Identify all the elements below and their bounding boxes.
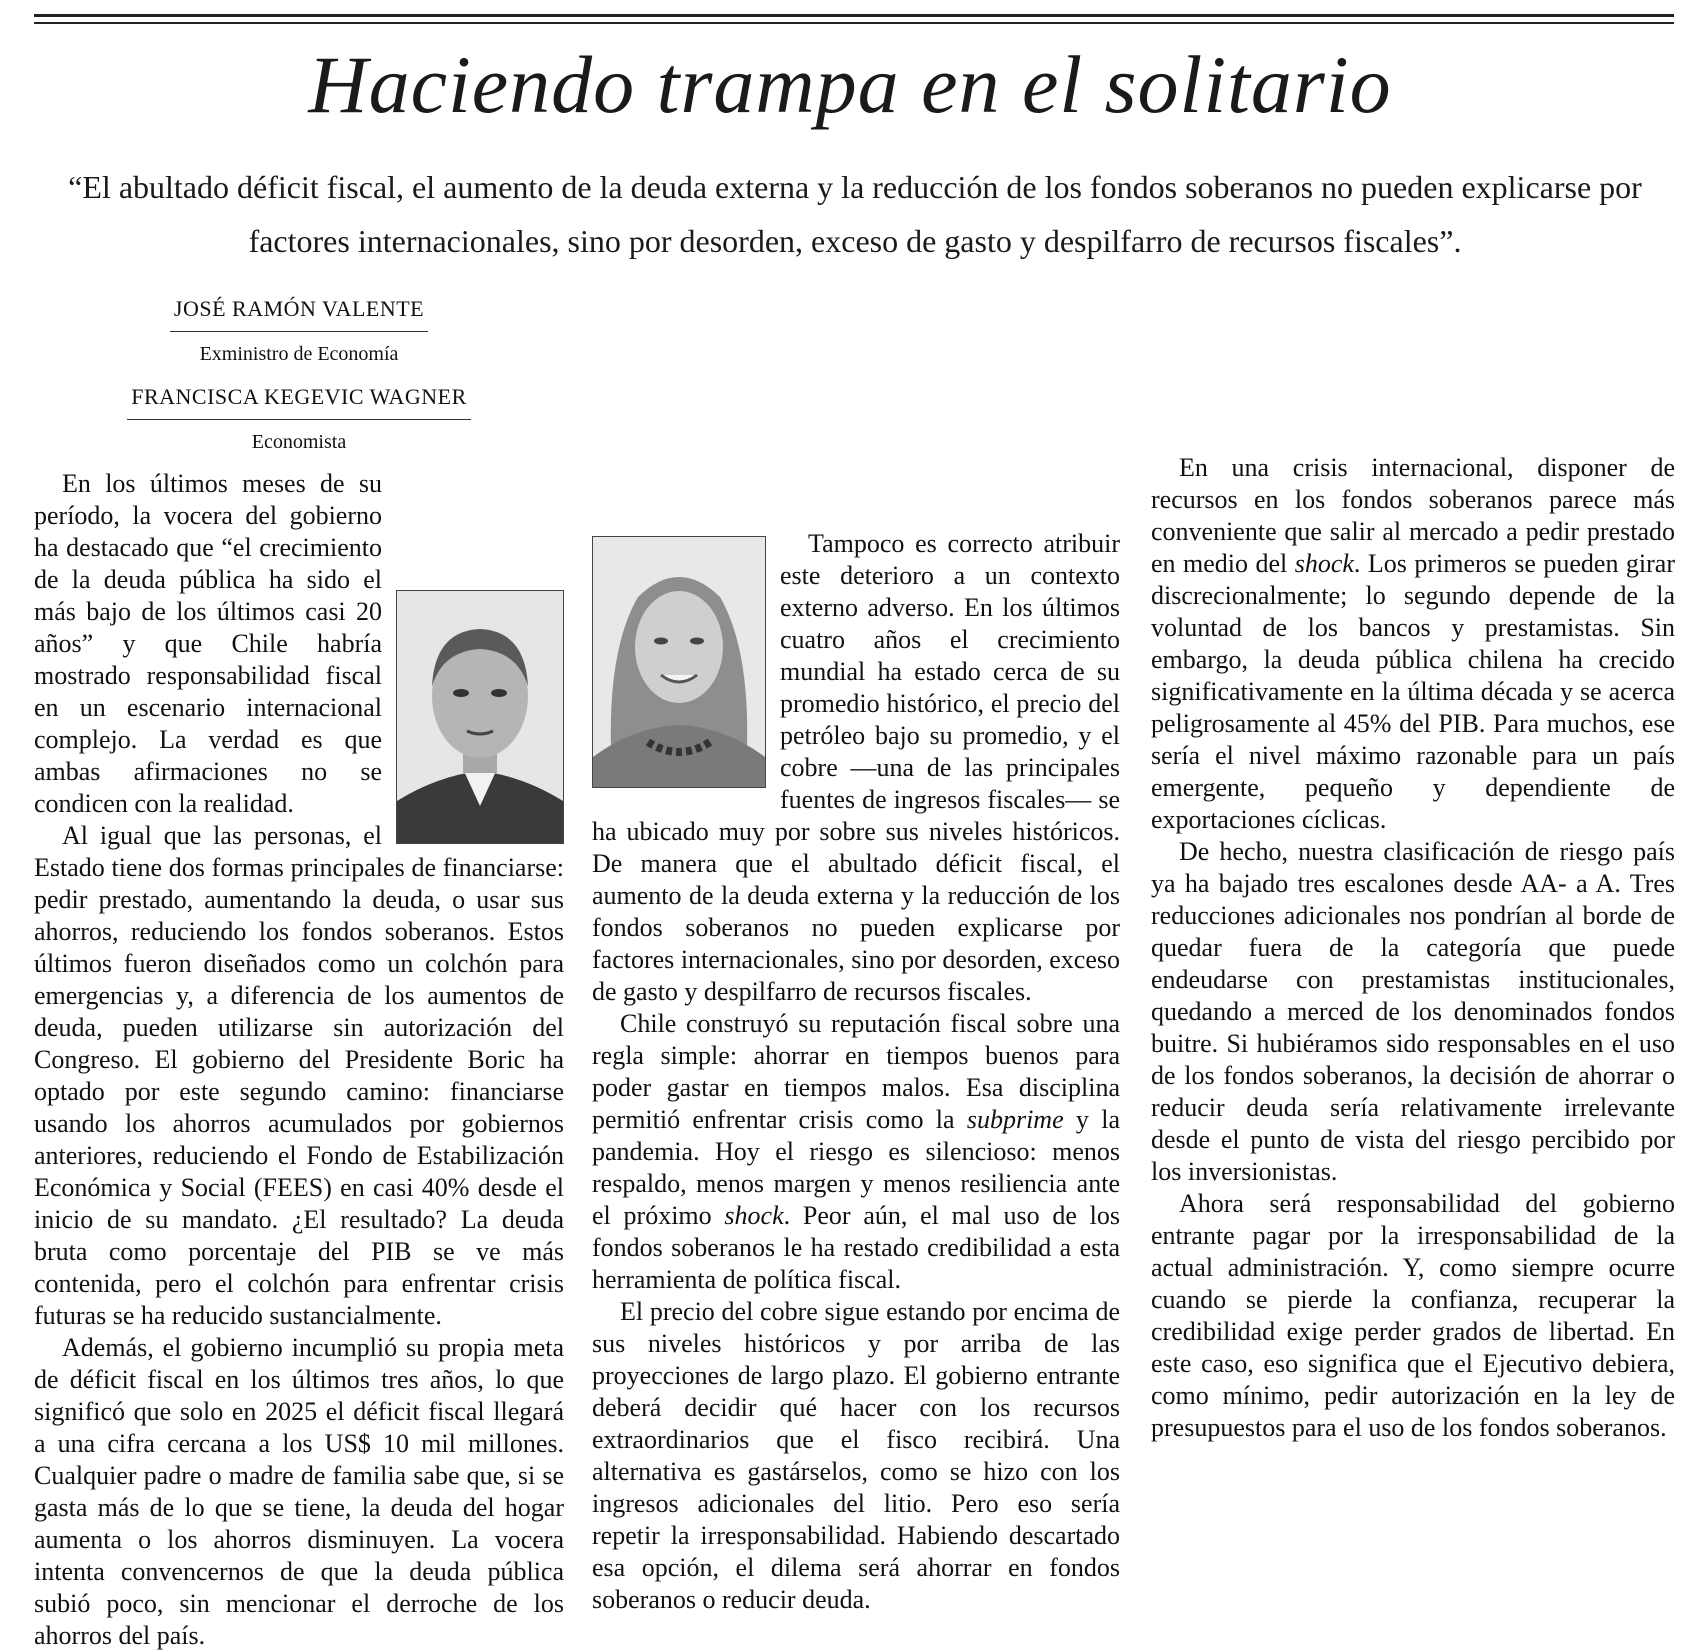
paragraph-5-subprime: subprime [966,1105,1064,1134]
paragraph-9: Ahora será responsabilidad del gobierno entrante pagar por la irresponsabilidad de la actual administración. Y, como siempre ocurre cuando se pierde la confianza, recuperar la credibilidad exige perder grados de libertad. En este caso, eso significa que el Ejecutivo debiera, como mínimo, pedir autorización en la ley de presupuestos para el uso de los fondos soberanos. [1151,1189,1675,1442]
author-role-2: Economista [251,431,347,453]
paragraph-1: En los últimos meses de su período, la vocera del gobierno ha destacado que “el crecimiento de la deuda pública ha sido el más bajo de los últimos casi 20 años” y que Chile habría mostrado responsabilidad fiscal en un escenario internacional complejo. La verdad es que ambas afirmaciones no se condicen con la realidad. [34,469,382,818]
byline-1 [34,292,564,458]
paragraph-5-part-a: Chile construyó su reputación fiscal sobre una regla simple: ahorrar en tiempos buenos para poder gastar en tiempos malos. Esa disciplina permitió enfrentar crisis como la [592,1009,1120,1134]
column-1 [34,292,564,1652]
author-name-1: JOSÉ RAMÓN VALENTE [170,293,428,332]
author-name-2: FRANCISCA KEGEVIC WAGNER [127,381,471,420]
paragraph-7-shock: shock [1294,549,1354,578]
author-photo-valente [396,590,564,844]
top-rule-second [34,22,1674,24]
paragraph-7-part-a: En una crisis internacional, disponer de recursos en los fondos soberanos parece más conveniente que salir al mercado a pedir prestado en medio del [1151,453,1675,578]
paragraph-5-part-c: . Peor aún, el mal uso de los fondos soberanos le ha restado credibilidad a esta herramienta de política fiscal. [592,1201,1120,1294]
paragraph-5 [592,1008,1120,1296]
column-2-overflow-spacer [592,292,1120,528]
column-3 [1151,292,1675,1444]
paragraph-5-part-b: y la pandemia. Hoy el riesgo es silencioso: menos respaldo, menos margen y menos resiliencia ante el próximo [592,1105,1120,1230]
paragraph-6: El precio del cobre sigue estando por encima de sus niveles históricos y por arriba de las proyecciones de largo plazo. El gobierno entrante deberá decidir qué hacer con los recursos extraordinarios que el fisco recibirá. Una alternativa es gastárselos, como se hizo con los ingresos adicionales del litio. Pero eso sería repetir la irresponsabilidad. Habiendo descartado esa opción, el dilema será ahorrar en fondos soberanos o reducir deuda. [592,1297,1120,1614]
headline: Haciendo trampa en el solitario [308,39,1392,130]
author-photo-kegevic [592,536,766,788]
author-role-1: Exministro de Economía [199,343,399,365]
paragraph-4: Tampoco es correcto atribuir este deterioro a un contexto externo adverso. En los últimos cuatro años el crecimiento mundial ha estado cerca de su promedio histórico, el precio del petróleo bajo su promedio, y el cobre —una de las principales fuentes de ingresos fiscales— se ha ubicado muy por sobre sus niveles históricos. De manera que el abultado déficit fiscal, el aumento de la deuda externa y la reducción de los fondos soberanos no pueden explicarse por factores internacionales, sino por desorden, exceso de gasto y despilfarro de recursos fiscales. [592,529,1120,1006]
paragraph-2: Al igual que las personas, el Estado tiene dos formas principales de financiarse: pedir prestado, aumentando la deuda, o usar sus ahorros, reduciendo los fondos soberanos. Estos últimos fueron diseñados como un colchón para emergencias y, a diferencia de los aumentos de deuda, pueden utilizarse sin autorización del Congreso. El gobierno del Presidente Boric ha optado por este segundo camino: financiarse usando los ahorros acumulados por gobiernos anteriores, reduciendo el Fondo de Estabilización Económica y Social (FEES) en casi 40% desde el inicio de su mandato. ¿El resultado? La deuda bruta como porcentaje del PIB se ve más contenida, pero el colchón para enfrentar crisis futuras se ha reducido sustancialmente. [34,821,564,1330]
paragraph-3: Además, el gobierno incumplió su propia meta de déficit fiscal en los últimos tres años, lo que significó que solo en 2025 el déficit fiscal llegará a una cifra cercana a los US$ 10 mil millones. Cualquier padre o madre de familia sabe que, si se gasta más de lo que se tiene, la deuda del hogar aumenta o los ahorros disminuyen. La vocera intenta convencernos de que la deuda pública subió poco, sin mencionar el derroche de los ahorros del país. [34,1333,564,1650]
paragraph-7 [1151,452,1675,836]
paragraph-5-shock: shock [724,1201,784,1230]
paragraph-8: De hecho, nuestra clasificación de riesgo país ya ha bajado tres escalones desde AA- a A. Tres reducciones adicionales nos pondrían al borde de quedar fuera de la categoría que puede endeudarse con prestamistas institucionales, quedando a merced de los denominados fondos buitre. Si hubiéramos sido responsables en el uso de los fondos soberanos, la decisión de ahorrar o reducir deuda sería relativamente irrelevante desde el punto de vista del riesgo percibido por los inversionistas. [1151,837,1675,1186]
woman-portrait-image [593,537,765,787]
top-rule [34,14,1674,17]
lead-quote: “El abultado déficit fiscal, el aumento de la deuda externa y la reducción de los fondos soberanos no pueden explicarse por factores internacionales, sino por desorden, exceso de gasto y despilfarro de recursos fiscales”. [68,169,1642,259]
column-3-overflow-spacer [1151,292,1675,452]
man-portrait-image [397,591,563,843]
column-2 [592,292,1120,1616]
paragraph-7-part-b: . Los primeros se pueden girar discrecionalmente; lo segundo depende de la voluntad de los bancos y prestamistas. Sin embargo, la deuda pública chilena ha crecido significativamente en la última década y se acerca peligrosamente al 45% del PIB. Para muchos, ese sería el nivel máximo razonable para un país emergente, pequeño y dependiente de exportaciones cíclicas. [1151,549,1675,834]
